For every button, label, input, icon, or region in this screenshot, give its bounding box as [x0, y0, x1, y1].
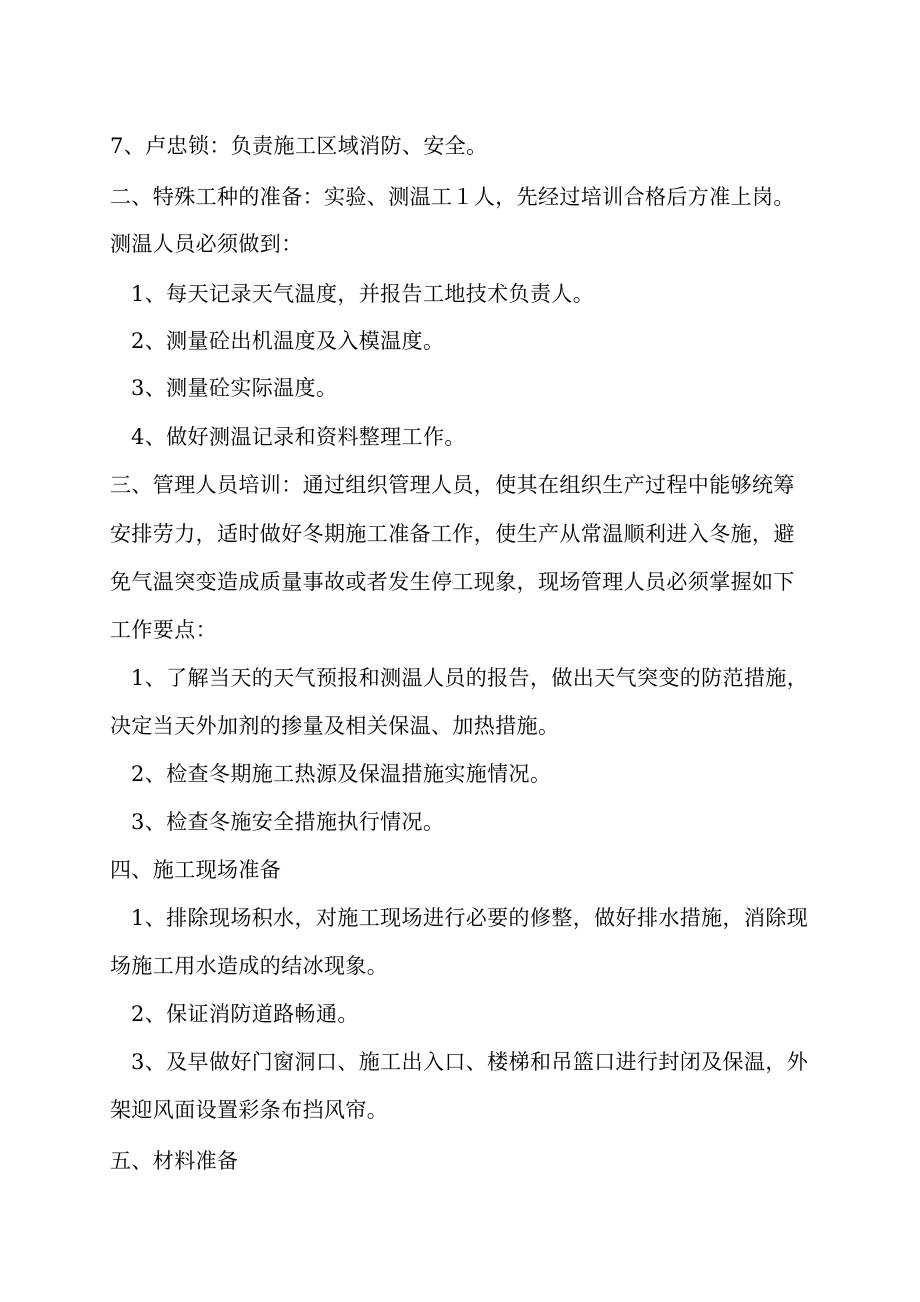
list-item: 1、排除现场积水，对施工现场进行必要的修整，做好排水措施，消除现 [131, 906, 809, 930]
list-item: 3、测量砼实际温度。 [131, 376, 338, 400]
list-item: 2、测量砼出机温度及入模温度。 [131, 329, 445, 353]
paragraph-line: 7、卢忠锁：负责施工区域消防、安全。 [110, 134, 488, 158]
section-heading-3: 三、管理人员培训：通过组织管理人员，使其在组织生产过程中能够统筹 [110, 473, 795, 497]
paragraph-line: 决定当天外加剂的掺量及相关保温、加热措施。 [110, 714, 560, 738]
section-heading-4: 四、施工现场准备 [110, 858, 282, 882]
list-item: 4、做好测温记录和资料整理工作。 [131, 425, 466, 449]
list-item: 2、检查冬期施工热源及保温措施实施情况。 [131, 762, 552, 786]
paragraph-line: 场施工用水造成的结冰现象。 [110, 954, 389, 978]
paragraph-line: 测温人员必须做到： [110, 232, 303, 256]
paragraph-line: 工作要点： [110, 618, 217, 642]
paragraph-line: 架迎风面设置彩条布挡风帘。 [110, 1098, 389, 1122]
paragraph-line: 安排劳力，适时做好冬期施工准备工作，使生产从常温顺利进入冬施，避 [110, 522, 795, 546]
section-heading-2: 二、特殊工种的准备：实验、测温工１人，先经过培训合格后方准上岗。 [110, 185, 795, 209]
paragraph-line: 免气温突变造成质量事故或者发生停工现象，现场管理人员必须掌握如下 [110, 570, 795, 594]
list-item: 3、及早做好门窗洞口、施工出入口、楼梯和吊篮口进行封闭及保温，外 [131, 1050, 809, 1074]
section-heading-5: 五、材料准备 [110, 1149, 239, 1173]
list-item: 1、了解当天的天气预报和测温人员的报告，做出天气突变的防范措施， [131, 666, 809, 690]
list-item: 3、检查冬施安全措施执行情况。 [131, 810, 445, 834]
list-item: 2、保证消防道路畅通。 [131, 1002, 359, 1026]
list-item: 1、每天记录天气温度，并报告工地技术负责人。 [131, 282, 595, 306]
